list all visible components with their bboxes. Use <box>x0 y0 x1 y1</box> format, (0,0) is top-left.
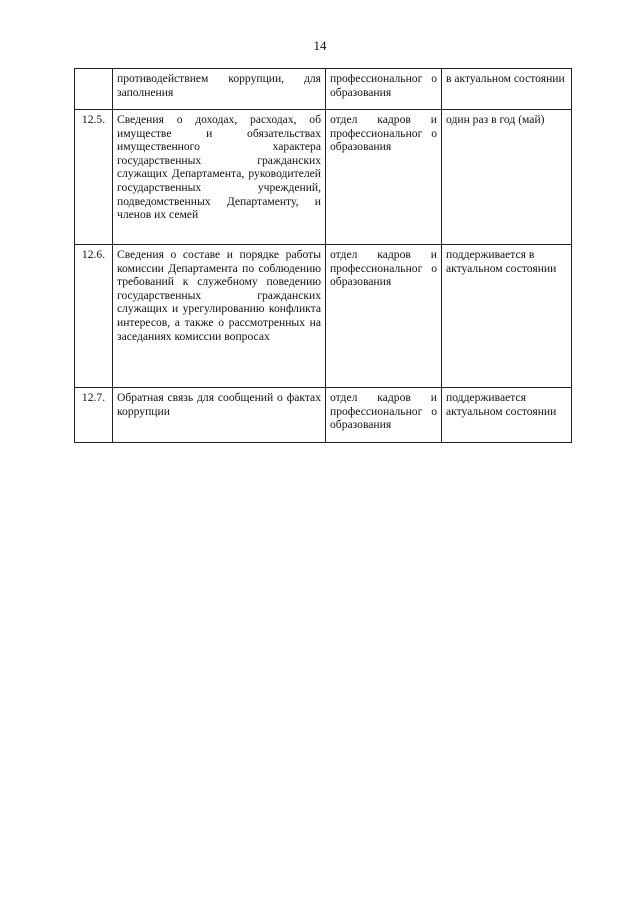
table-row <box>75 388 572 443</box>
row-number-cell <box>75 69 113 110</box>
responsible-cell: отдел кадров и профессиональног о образования <box>326 245 442 388</box>
responsible-cell: профессиональног о образования <box>326 69 442 110</box>
item-name-cell: противодействием коррупции, для заполнения <box>113 69 326 110</box>
page-number: 14 <box>313 38 327 53</box>
item-name-cell: Сведения о составе и порядке работы комиссии Департамента по соблюдению требований к служебному поведению государственных гражданских служащих и урегулированию конфликта интересов, а также о рассмотренных на заседаниях комиссии вопросах <box>113 245 326 388</box>
term-cell: один раз в год (май) <box>442 110 572 245</box>
table-row <box>75 69 572 110</box>
item-name-cell: Обратная связь для сообщений о фактах коррупции <box>113 388 326 443</box>
row-number-cell: 12.5. <box>75 110 113 245</box>
term-cell: поддерживается в актуальном состоянии <box>442 245 572 388</box>
table-row <box>75 245 572 388</box>
item-name-cell: Сведения о доходах, расходах, об имуществе и обязательствах имущественного характера государственных гражданских служащих Департамента, руководителей государственных учреждений, подведомственных Департаменту, и членов их семей <box>113 110 326 245</box>
responsible-cell: отдел кадров и профессиональног о образования <box>326 110 442 245</box>
responsible-cell: отдел кадров и профессиональног о образования <box>326 388 442 443</box>
table-row <box>75 110 572 245</box>
row-number-cell: 12.7. <box>75 388 113 443</box>
row-number-cell: 12.6. <box>75 245 113 388</box>
measures-table <box>74 68 572 443</box>
term-cell: в актуальном состоянии <box>442 69 572 110</box>
term-cell: поддерживается актуальном состоянии <box>442 388 572 443</box>
